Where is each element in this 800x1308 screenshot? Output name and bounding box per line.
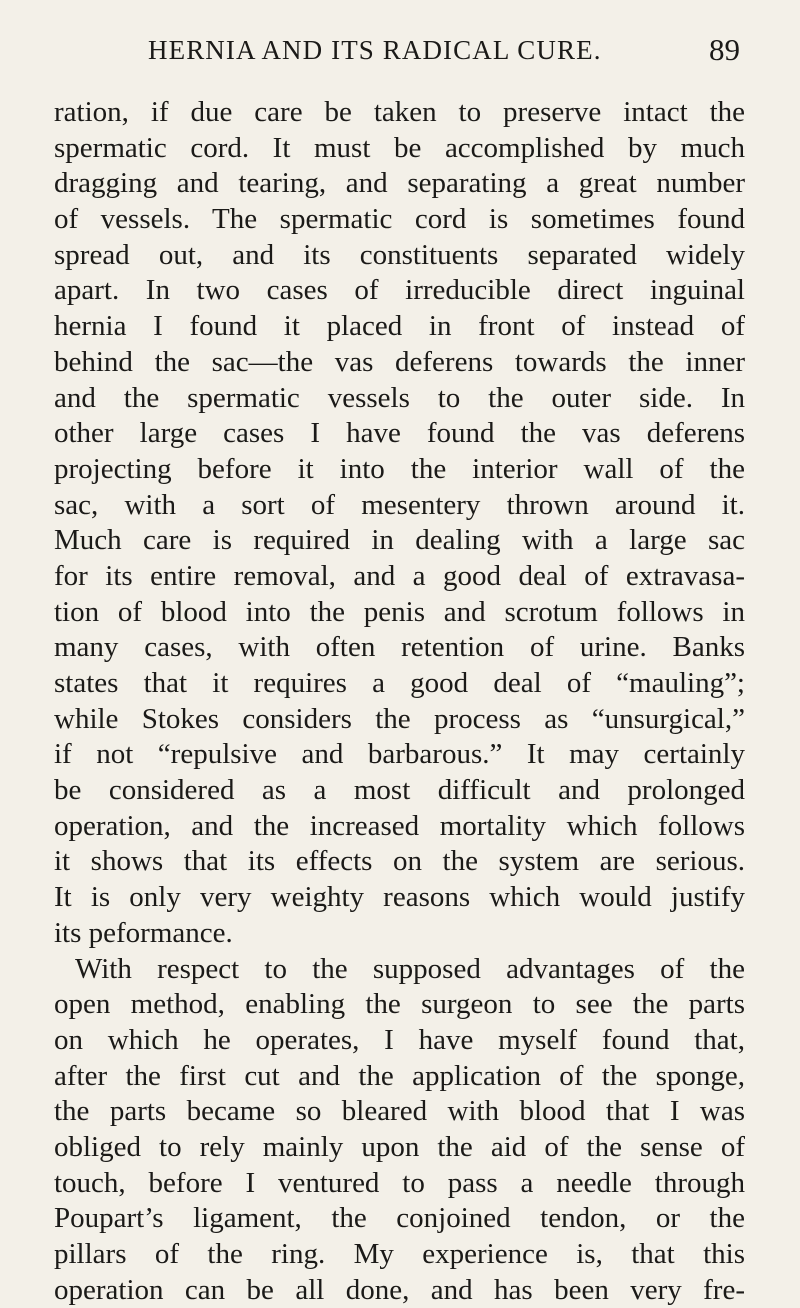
text-line: many cases, with often retention of urine. Banks bbox=[54, 631, 745, 664]
text-line: it shows that its effects on the system are serious. bbox=[54, 845, 745, 878]
text-line: be considered as a most difficult and prolonged bbox=[54, 774, 745, 807]
text-line: ration, if due care be taken to preserve intact the bbox=[54, 96, 745, 128]
text-line: states that it requires a good deal of “mauling”; bbox=[54, 667, 745, 699]
text-line: the parts became so bleared with blood that I was bbox=[54, 1095, 745, 1128]
text-line: Much care is required in dealing with a large sac bbox=[54, 524, 745, 557]
text-line: other large cases I have found the vas deferens bbox=[54, 417, 745, 450]
text-line: touch, before I ventured to pass a needle through bbox=[54, 1166, 745, 1199]
text-line: for its entire removal, and a good deal of extravasa- bbox=[54, 559, 745, 592]
text-line: hernia I found it placed in front of instead of bbox=[54, 310, 745, 343]
text-line: projecting before it into the interior wall of the bbox=[54, 452, 745, 485]
paragraph-end-line: its peformance. bbox=[54, 916, 233, 949]
text-line: open method, enabling the surgeon to see the parts bbox=[54, 988, 745, 1021]
running-title: HERNIA AND ITS RADICAL CURE. bbox=[148, 35, 602, 65]
text-line: apart. In two cases of irreducible direct inguinal bbox=[54, 274, 745, 307]
text-line: spread out, and its constituents separated widely bbox=[54, 238, 745, 271]
text-line: sac, with a sort of mesentery thrown around it. bbox=[54, 488, 745, 521]
text-line: behind the sac—the vas deferens towards the inner bbox=[54, 345, 745, 378]
paragraph-start-line: With respect to the supposed advantages of the bbox=[75, 952, 745, 985]
text-line: tion of blood into the penis and scrotum follows in bbox=[54, 595, 745, 628]
text-line: on which he operates, I have myself found that, bbox=[54, 1023, 745, 1056]
text-line: dragging and tearing, and separating a great number bbox=[54, 167, 745, 200]
text-line: of vessels. The spermatic cord is sometimes found bbox=[54, 203, 745, 236]
text-line: if not “repulsive and barbarous.” It may certainly bbox=[54, 738, 745, 771]
text-line: after the first cut and the application of the sponge, bbox=[54, 1059, 745, 1092]
text-line: and the spermatic vessels to the outer side. In bbox=[54, 381, 745, 414]
text-line: spermatic cord. It must be accomplished by much bbox=[54, 131, 745, 164]
text-line: obliged to rely mainly upon the aid of the sense of bbox=[54, 1130, 745, 1163]
running-head bbox=[148, 30, 740, 70]
text-line: pillars of the ring. My experience is, that this bbox=[54, 1238, 745, 1270]
text-line: operation, and the increased mortality which follows bbox=[54, 809, 745, 842]
page-number: 89 bbox=[709, 32, 740, 67]
text-line: Poupart’s ligament, the conjoined tendon, or the bbox=[54, 1202, 745, 1235]
text-line: It is only very weighty reasons which would justify bbox=[54, 881, 745, 914]
text-line: operation can be all done, and has been very fre- bbox=[54, 1273, 745, 1306]
body-text bbox=[54, 95, 745, 1308]
text-line: while Stokes considers the process as “unsurgical,” bbox=[54, 702, 745, 735]
